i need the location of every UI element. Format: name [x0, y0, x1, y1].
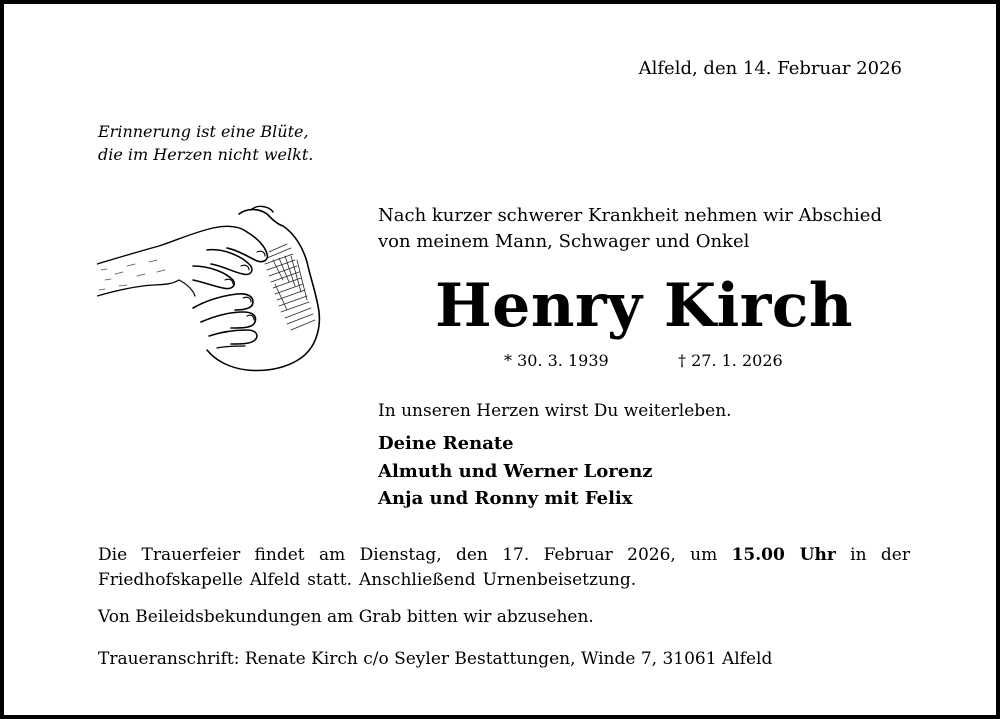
ceremony-text: in der Friedhofskapelle Alfeld statt. Anschließend Urnenbeisetzung.	[98, 545, 910, 590]
death-date: † 27. 1. 2026	[678, 351, 783, 370]
deceased-name: Henry Kirch	[434, 271, 854, 341]
birth-date: * 30. 3. 1939	[504, 351, 609, 370]
mourner-name: Anja und Ronny mit Felix	[378, 488, 633, 509]
quote-line: die im Herzen nicht welkt.	[98, 145, 314, 164]
mourning-address: Traueranschrift: Renate Kirch c/o Seyler Bestattungen, Winde 7, 31061 Alfeld	[98, 649, 773, 669]
intro-line: von meinem Mann, Schwager und Onkel	[378, 231, 750, 252]
quote-line: Erinnerung ist eine Blüte,	[98, 122, 309, 141]
mourner-name: Almuth und Werner Lorenz	[378, 460, 653, 482]
mourner-name: Deine Renate	[378, 433, 514, 454]
mourners-list	[378, 430, 653, 513]
intro-text	[378, 203, 882, 255]
memory-line: In unseren Herzen wirst Du weiterleben.	[378, 401, 732, 421]
place-date: Alfeld, den 14. Februar 2026	[638, 58, 902, 79]
holding-hands-illustration-icon	[97, 200, 335, 378]
ceremony-time: 15.00 Uhr	[731, 545, 836, 565]
intro-line: Nach kurzer schwerer Krankheit nehmen wir Abschied	[378, 205, 882, 226]
memorial-quote	[98, 120, 313, 166]
condolence-note: Von Beileidsbekundungen am Grab bitten wir abzusehen.	[98, 607, 594, 627]
ceremony-paragraph	[98, 543, 910, 593]
ceremony-text: Die Trauerfeier findet am Dienstag, den 17. Februar 2026, um	[98, 545, 732, 565]
